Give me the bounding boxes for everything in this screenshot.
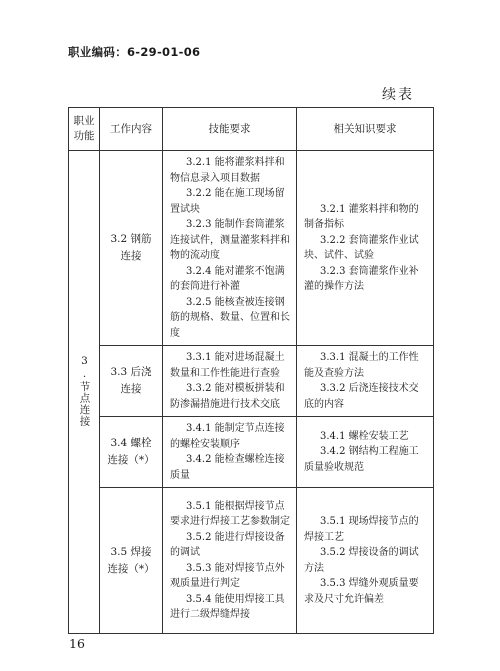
knowledge-item: 3.4.2 钢结构工程施工质量验收规范 [304,446,419,473]
skills-cell [163,346,297,417]
knowledge-item: 3.2.2 套筒灌浆作业试块、试件、试验 [304,234,419,261]
knowledge-cell [297,346,434,417]
knowledge-item: 3.5.1 现场焊接节点的焊接工艺 [304,516,419,543]
content-label: 3.5 焊接 连接（*） [107,545,155,575]
page-number: 16 [69,636,85,651]
skills-item: 3.2.5 能核查被连接钢筋的规格、数量、位置和长度 [170,296,290,339]
content-label: 3.4 螺栓 连接（*） [107,437,155,466]
knowledge-item: 3.2.3 套筒灌浆作业补灌的操作方法 [304,265,419,292]
skills-cell [163,417,297,488]
content-cell [100,488,163,634]
skills-item: 3.5.2 能进行焊接设备的调试 [170,531,285,558]
table-row [69,417,434,488]
content-cell [100,417,163,488]
table-row [69,346,434,417]
skills-item: 3.4.1 能制定节点连接的螺栓安装顺序 [170,423,285,450]
function-label: 3.节点连接 [78,354,91,427]
skills-item: 3.5.3 能对焊接节点外观质量进行判定 [170,562,285,589]
knowledge-item: 3.3.1 混凝土的工作性能及查验方法 [304,352,419,379]
knowledge-cell [297,488,434,634]
header-content: 工作内容 [100,108,163,151]
content-label: 3.2 钢筋 连接 [110,233,152,262]
content-cell [100,346,163,417]
continued-label: 续表 [382,87,414,103]
knowledge-item: 3.5.2 焊接设备的调试方法 [304,547,419,574]
knowledge-item: 3.4.1 螺栓安装工艺 [320,430,409,442]
skills-item: 3.2.4 能对灌浆不饱满的套筒进行补灌 [170,265,285,292]
knowledge-item: 3.5.3 焊缝外观质量要求及尺寸允许偏差 [304,578,419,605]
skills-item: 3.5.4 能使用焊接工具进行二级焊缝焊接 [170,593,285,620]
skills-item: 3.5.1 能根据焊接节点要求进行焊接工艺参数制定 [170,500,290,527]
skills-item: 3.3.1 能对进场混凝土数量和工作性能进行查验 [170,352,285,379]
skills-cell [163,488,297,634]
table-header-row [69,108,434,151]
skills-item: 3.2.1 能将灌浆料拌和物信息录入项目数据 [170,157,285,184]
header-skills: 技能要求 [163,108,297,151]
skills-item: 3.2.3 能制作套筒灌浆连接试件，测量灌浆料拌和物的流动度 [170,219,290,261]
content-cell [100,151,163,346]
header-knowledge: 相关知识要求 [297,108,434,151]
table-row [69,151,434,346]
knowledge-cell [297,417,434,488]
skills-cell [163,151,297,346]
skills-item: 3.3.2 能对模板拼装和防渗漏措施进行技术交底 [170,383,285,410]
skills-item: 3.2.2 能在施工现场留置试块 [170,188,285,215]
knowledge-item: 3.2.1 灌浆料拌和物的制备指标 [304,203,419,230]
skills-table [68,107,434,634]
header-function: 职业 功能 [69,108,100,151]
table-row [69,488,434,634]
skills-item: 3.4.2 能检查螺栓连接质量 [170,454,285,481]
knowledge-cell [297,151,434,346]
occupation-code: 职业编码：6-29-01-06 [68,45,201,59]
function-cell [69,151,100,634]
content-label: 3.3 后浇 连接 [110,366,152,395]
knowledge-item: 3.3.2 后浇连接技术交底的内容 [304,383,419,410]
